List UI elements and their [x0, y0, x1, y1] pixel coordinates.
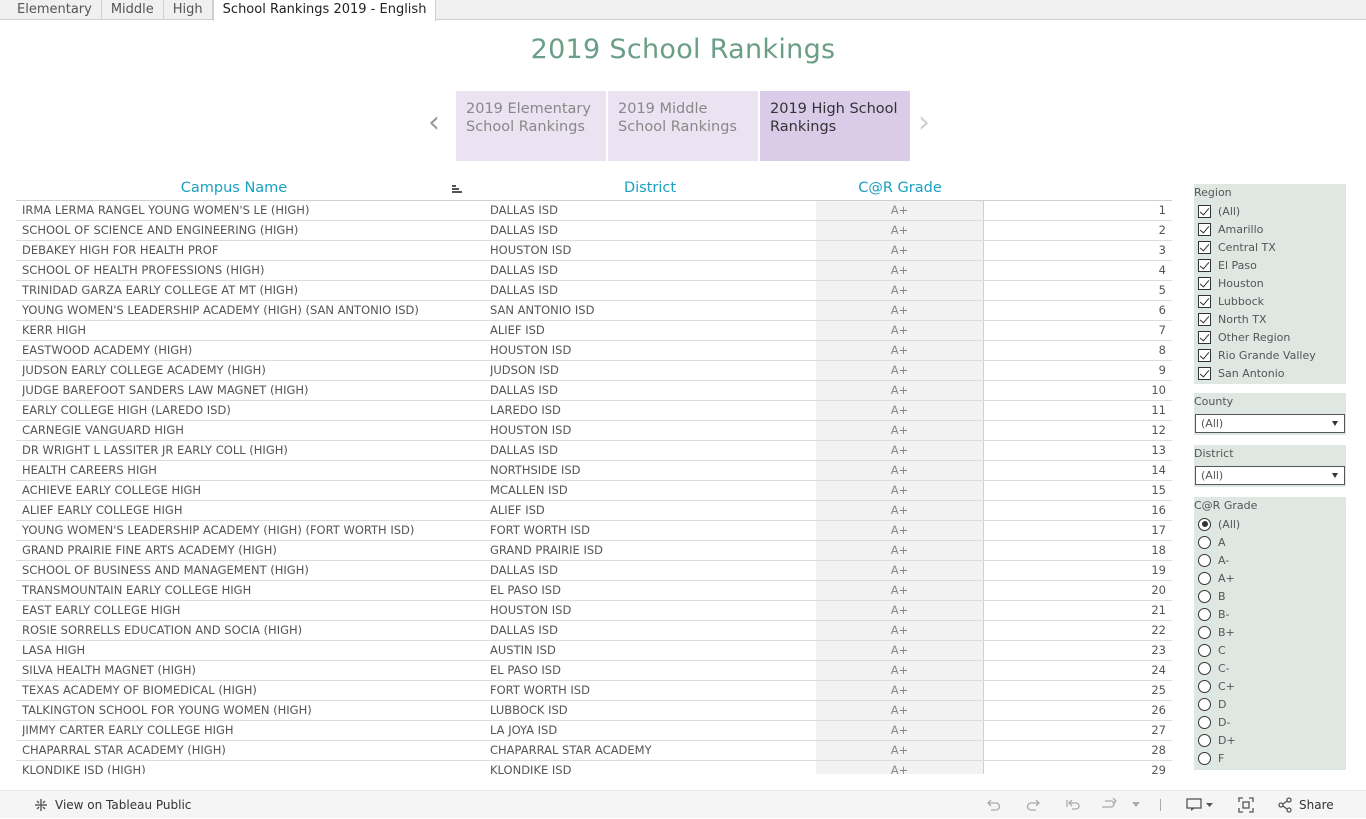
- campus-name-cell: TRANSMOUNTAIN EARLY COLLEGE HIGH: [22, 583, 252, 597]
- district-cell: DALLAS ISD: [490, 223, 558, 237]
- region-option[interactable]: [1194, 328, 1346, 346]
- table-row[interactable]: [16, 601, 1172, 621]
- grade-option-label: D-: [1218, 715, 1231, 729]
- district-cell: HOUSTON ISD: [490, 603, 572, 617]
- chevron-down-icon: [1132, 802, 1140, 808]
- undo-icon: [985, 798, 1001, 812]
- checkbox-checked-icon[interactable]: [1198, 205, 1211, 218]
- district-cell: HOUSTON ISD: [490, 343, 572, 357]
- district-dropdown[interactable]: [1195, 466, 1345, 485]
- carousel-card-high[interactable]: 2019 High School Rankings: [760, 91, 910, 161]
- radio-button-icon[interactable]: [1198, 644, 1211, 657]
- grade-option[interactable]: [1194, 587, 1346, 605]
- table-row[interactable]: [16, 321, 1172, 341]
- grade-cell: A+: [816, 401, 984, 420]
- sort-icon[interactable]: [452, 185, 462, 195]
- district-cell: DALLAS ISD: [490, 443, 558, 457]
- district-cell: GRAND PRAIRIE ISD: [490, 543, 603, 557]
- rank-cell: 25: [1151, 683, 1166, 697]
- grade-cell: A+: [816, 301, 984, 320]
- rank-cell: 2: [1158, 223, 1166, 237]
- region-option-label: Other Region: [1218, 330, 1291, 344]
- rank-cell: 29: [1151, 763, 1166, 774]
- tab-elementary[interactable]: Elementary: [8, 0, 102, 20]
- carousel-next-arrow-icon[interactable]: ›: [918, 105, 930, 140]
- campus-name-cell: DEBAKEY HIGH FOR HEALTH PROF: [22, 243, 219, 257]
- campus-name-cell: GRAND PRAIRIE FINE ARTS ACADEMY (HIGH): [22, 543, 277, 557]
- region-option[interactable]: [1194, 292, 1346, 310]
- redo-icon: [1026, 798, 1042, 812]
- share-label: Share: [1299, 798, 1334, 812]
- table-row[interactable]: [16, 221, 1172, 241]
- campus-name-cell: IRMA LERMA RANGEL YOUNG WOMEN'S LE (HIGH): [22, 203, 310, 217]
- comment-button[interactable]: [1186, 791, 1214, 819]
- table-row[interactable]: [16, 381, 1172, 401]
- rank-cell: 27: [1151, 723, 1166, 737]
- redo-button[interactable]: [1026, 791, 1042, 819]
- radio-button-icon[interactable]: [1198, 734, 1211, 747]
- district-cell: DALLAS ISD: [490, 563, 558, 577]
- county-filter-title: County: [1194, 395, 1234, 408]
- grade-cell: A+: [816, 641, 984, 660]
- table-row[interactable]: [16, 561, 1172, 581]
- campus-name-cell: ROSIE SORRELLS EDUCATION AND SOCIA (HIGH): [22, 623, 303, 637]
- rank-cell: 5: [1158, 283, 1166, 297]
- grade-cell: A+: [816, 501, 984, 520]
- grade-option-label: A+: [1218, 571, 1235, 585]
- campus-name-cell: CHAPARRAL STAR ACADEMY (HIGH): [22, 743, 226, 757]
- checkbox-checked-icon[interactable]: [1198, 349, 1211, 362]
- grade-cell: A+: [816, 681, 984, 700]
- share-button[interactable]: [1277, 791, 1334, 819]
- campus-name-cell: LASA HIGH: [22, 643, 86, 657]
- campus-name-cell: YOUNG WOMEN'S LEADERSHIP ACADEMY (HIGH) (FORT WORTH ISD): [22, 523, 415, 537]
- grade-option-label: C: [1218, 643, 1226, 657]
- campus-name-cell: YOUNG WOMEN'S LEADERSHIP ACADEMY (HIGH) (SAN ANTONIO ISD): [22, 303, 419, 317]
- view-on-tableau-link[interactable]: [34, 791, 191, 819]
- rank-cell: 24: [1151, 663, 1166, 677]
- district-cell: CHAPARRAL STAR ACADEMY: [490, 743, 652, 757]
- header-district[interactable]: District: [623, 180, 677, 196]
- grade-option-label: A: [1218, 535, 1226, 549]
- campus-name-cell: SCHOOL OF BUSINESS AND MANAGEMENT (HIGH): [22, 563, 309, 577]
- rank-cell: 20: [1151, 583, 1166, 597]
- grade-option[interactable]: [1194, 695, 1346, 713]
- table-row[interactable]: [16, 301, 1172, 321]
- district-cell: MCALLEN ISD: [490, 483, 568, 497]
- fullscreen-icon: [1238, 797, 1254, 813]
- pause-dropdown[interactable]: [1132, 791, 1140, 819]
- grade-cell: A+: [816, 741, 984, 760]
- share-icon: [1277, 797, 1293, 813]
- region-option[interactable]: [1194, 274, 1346, 292]
- radio-button-icon[interactable]: [1198, 518, 1211, 531]
- grade-option[interactable]: [1194, 569, 1346, 587]
- car-grade-filter-title: C@R Grade: [1194, 499, 1258, 512]
- grade-cell: A+: [816, 281, 984, 300]
- grade-option[interactable]: [1194, 731, 1346, 749]
- grade-cell: A+: [816, 421, 984, 440]
- fullscreen-button[interactable]: [1238, 791, 1254, 819]
- ranking-carousel: [456, 91, 910, 161]
- grade-option[interactable]: [1194, 605, 1346, 623]
- table-row[interactable]: [16, 281, 1172, 301]
- campus-name-cell: EARLY COLLEGE HIGH (LAREDO ISD): [22, 403, 231, 417]
- district-cell: DALLAS ISD: [490, 283, 558, 297]
- district-cell: LAREDO ISD: [490, 403, 561, 417]
- grade-option[interactable]: [1194, 515, 1346, 533]
- district-cell: ALIEF ISD: [490, 503, 545, 517]
- region-option[interactable]: [1194, 220, 1346, 238]
- district-cell: EL PASO ISD: [490, 663, 561, 677]
- chevron-down-icon: [1332, 473, 1338, 478]
- grade-cell: A+: [816, 561, 984, 580]
- grade-cell: A+: [816, 261, 984, 280]
- table-row[interactable]: [16, 361, 1172, 381]
- table-row[interactable]: [16, 761, 1172, 774]
- grade-cell: A+: [816, 461, 984, 480]
- grade-cell: A+: [816, 521, 984, 540]
- district-filter: [1194, 445, 1346, 487]
- rank-cell: 23: [1151, 643, 1166, 657]
- district-cell: JUDSON ISD: [490, 363, 559, 377]
- region-option-label: North TX: [1218, 312, 1267, 326]
- rank-cell: 21: [1151, 603, 1166, 617]
- campus-name-cell: DR WRIGHT L LASSITER JR EARLY COLL (HIGH): [22, 443, 288, 457]
- region-option[interactable]: [1194, 256, 1346, 274]
- rank-cell: 12: [1151, 423, 1166, 437]
- district-cell: LUBBOCK ISD: [490, 703, 568, 717]
- table-row[interactable]: [16, 401, 1172, 421]
- region-option-label: El Paso: [1218, 258, 1257, 272]
- tab-middle[interactable]: Middle: [102, 0, 164, 20]
- district-cell: SAN ANTONIO ISD: [490, 303, 595, 317]
- grade-cell: A+: [816, 761, 984, 774]
- rank-cell: 6: [1158, 303, 1166, 317]
- grade-option[interactable]: [1194, 659, 1346, 677]
- grade-option[interactable]: [1194, 641, 1346, 659]
- grade-option-label: C+: [1218, 679, 1235, 693]
- table-row[interactable]: [16, 741, 1172, 761]
- campus-name-cell: TALKINGTON SCHOOL FOR YOUNG WOMEN (HIGH): [22, 703, 312, 717]
- grade-cell: A+: [816, 721, 984, 740]
- rank-cell: 1: [1158, 203, 1166, 217]
- refresh-button[interactable]: [1101, 791, 1131, 819]
- campus-name-cell: SCHOOL OF HEALTH PROFESSIONS (HIGH): [22, 263, 265, 277]
- district-cell: ALIEF ISD: [490, 323, 545, 337]
- region-option-label: Amarillo: [1218, 222, 1264, 236]
- grade-cell: A+: [816, 621, 984, 640]
- carousel-card-elementary[interactable]: 2019 Elementary School Rankings: [456, 91, 606, 161]
- undo-button[interactable]: [985, 791, 1001, 819]
- region-option-label: Central TX: [1218, 240, 1276, 254]
- district-cell: FORT WORTH ISD: [490, 683, 590, 697]
- campus-name-cell: TRINIDAD GARZA EARLY COLLEGE AT MT (HIGH): [22, 283, 299, 297]
- campus-name-cell: SCHOOL OF SCIENCE AND ENGINEERING (HIGH): [22, 223, 299, 237]
- district-cell: LA JOYA ISD: [490, 723, 558, 737]
- table-row[interactable]: [16, 481, 1172, 501]
- view-on-tableau-label: View on Tableau Public: [55, 798, 192, 812]
- grade-cell: A+: [816, 661, 984, 680]
- campus-name-cell: TEXAS ACADEMY OF BIOMEDICAL (HIGH): [22, 683, 257, 697]
- radio-button-icon[interactable]: [1198, 680, 1211, 693]
- grade-option-label: B-: [1218, 607, 1230, 621]
- table-row[interactable]: [16, 461, 1172, 481]
- table-row[interactable]: [16, 701, 1172, 721]
- table-row[interactable]: [16, 621, 1172, 641]
- grade-option-label: B+: [1218, 625, 1235, 639]
- rank-cell: 18: [1151, 543, 1166, 557]
- campus-name-cell: CARNEGIE VANGUARD HIGH: [22, 423, 184, 437]
- table-row[interactable]: [16, 241, 1172, 261]
- region-option[interactable]: [1194, 364, 1346, 382]
- table-row[interactable]: [16, 341, 1172, 361]
- grade-option[interactable]: [1194, 677, 1346, 695]
- district-cell: HOUSTON ISD: [490, 243, 572, 257]
- radio-button-icon[interactable]: [1198, 716, 1211, 729]
- table-row[interactable]: [16, 661, 1172, 681]
- campus-name-cell: HEALTH CAREERS HIGH: [22, 463, 157, 477]
- campus-name-cell: JUDGE BAREFOOT SANDERS LAW MAGNET (HIGH): [22, 383, 309, 397]
- revert-button[interactable]: [1065, 791, 1081, 819]
- district-cell: DALLAS ISD: [490, 263, 558, 277]
- table-row[interactable]: [16, 201, 1172, 221]
- checkbox-checked-icon[interactable]: [1198, 259, 1211, 272]
- table-row[interactable]: [16, 721, 1172, 741]
- district-cell: AUSTIN ISD: [490, 643, 556, 657]
- region-option-label: (All): [1218, 204, 1241, 218]
- district-cell: DALLAS ISD: [490, 203, 558, 217]
- grade-option-label: A-: [1218, 553, 1230, 567]
- district-cell: DALLAS ISD: [490, 623, 558, 637]
- region-option-label: Rio Grande Valley: [1218, 348, 1316, 362]
- page-title: 2019 School Rankings: [530, 34, 836, 65]
- campus-name-cell: ALIEF EARLY COLLEGE HIGH: [22, 503, 183, 517]
- radio-button-icon[interactable]: [1198, 626, 1211, 639]
- sheet-tabs: [0, 0, 1366, 20]
- radio-button-icon[interactable]: [1198, 590, 1211, 603]
- grade-option-label: D: [1218, 697, 1227, 711]
- rank-cell: 26: [1151, 703, 1166, 717]
- revert-icon: [1065, 798, 1081, 812]
- checkbox-checked-icon[interactable]: [1198, 313, 1211, 326]
- checkbox-checked-icon[interactable]: [1198, 223, 1211, 236]
- campus-name-cell: JUDSON EARLY COLLEGE ACADEMY (HIGH): [22, 363, 266, 377]
- region-option[interactable]: [1194, 238, 1346, 256]
- rank-cell: 7: [1158, 323, 1166, 337]
- district-dropdown-value: (All): [1201, 469, 1224, 482]
- grade-option[interactable]: [1194, 749, 1346, 767]
- tab-school-rankings-2019-english[interactable]: School Rankings 2019 - English: [213, 0, 437, 21]
- radio-button-icon[interactable]: [1198, 698, 1211, 711]
- chevron-down-icon: [1332, 421, 1338, 426]
- table-row[interactable]: [16, 541, 1172, 561]
- rank-cell: 4: [1158, 263, 1166, 277]
- county-dropdown-value: (All): [1201, 417, 1224, 430]
- region-option[interactable]: [1194, 202, 1346, 220]
- rank-cell: 17: [1151, 523, 1166, 537]
- grade-cell: A+: [816, 601, 984, 620]
- district-cell: KLONDIKE ISD: [490, 763, 572, 774]
- grade-cell: A+: [816, 201, 984, 220]
- checkbox-checked-icon[interactable]: [1198, 331, 1211, 344]
- tableau-toolbar: [0, 790, 1366, 818]
- table-header: [16, 180, 1172, 200]
- grade-cell: A+: [816, 341, 984, 360]
- table-row[interactable]: [16, 641, 1172, 661]
- grade-cell: A+: [816, 221, 984, 240]
- county-filter: [1194, 393, 1346, 435]
- rank-cell: 13: [1151, 443, 1166, 457]
- table-row[interactable]: [16, 681, 1172, 701]
- rank-cell: 3: [1158, 243, 1166, 257]
- region-option-label: Lubbock: [1218, 294, 1265, 308]
- campus-name-cell: SILVA HEALTH MAGNET (HIGH): [22, 663, 197, 677]
- grade-cell: A+: [816, 381, 984, 400]
- grade-option[interactable]: [1194, 623, 1346, 641]
- table-row[interactable]: [16, 521, 1172, 541]
- checkbox-checked-icon[interactable]: [1198, 277, 1211, 290]
- grade-cell: A+: [816, 321, 984, 340]
- refresh-icon: [1101, 798, 1131, 812]
- region-option[interactable]: [1194, 346, 1346, 364]
- table-row[interactable]: [16, 501, 1172, 521]
- rank-cell: 9: [1158, 363, 1166, 377]
- comment-icon: [1186, 798, 1214, 812]
- region-filter: [1194, 184, 1346, 384]
- grade-cell: A+: [816, 481, 984, 500]
- region-option[interactable]: [1194, 310, 1346, 328]
- header-car-grade[interactable]: C@R Grade: [858, 180, 942, 196]
- district-cell: NORTHSIDE ISD: [490, 463, 581, 477]
- rank-cell: 15: [1151, 483, 1166, 497]
- rank-cell: 16: [1151, 503, 1166, 517]
- grade-cell: A+: [816, 441, 984, 460]
- campus-name-cell: EAST EARLY COLLEGE HIGH: [22, 603, 181, 617]
- radio-button-icon[interactable]: [1198, 662, 1211, 675]
- region-option-label: Houston: [1218, 276, 1264, 290]
- rankings-table: [16, 200, 1172, 774]
- grade-option-label: (All): [1218, 517, 1241, 531]
- grade-cell: A+: [816, 701, 984, 720]
- toolbar-divider: [1160, 799, 1161, 811]
- campus-name-cell: EASTWOOD ACADEMY (HIGH): [22, 343, 193, 357]
- grade-cell: A+: [816, 361, 984, 380]
- region-option-label: San Antonio: [1218, 366, 1285, 380]
- rank-cell: 8: [1158, 343, 1166, 357]
- district-cell: DALLAS ISD: [490, 383, 558, 397]
- campus-name-cell: JIMMY CARTER EARLY COLLEGE HIGH: [22, 723, 234, 737]
- grade-option[interactable]: [1194, 533, 1346, 551]
- rank-cell: 19: [1151, 563, 1166, 577]
- rank-cell: 22: [1151, 623, 1166, 637]
- campus-name-cell: KERR HIGH: [22, 323, 87, 337]
- checkbox-checked-icon[interactable]: [1198, 295, 1211, 308]
- region-filter-title: Region: [1194, 186, 1232, 199]
- grade-option-label: B: [1218, 589, 1226, 603]
- campus-name-cell: KLONDIKE ISD (HIGH): [22, 763, 146, 774]
- table-row[interactable]: [16, 581, 1172, 601]
- rank-cell: 28: [1151, 743, 1166, 757]
- grade-option-label: F: [1218, 751, 1225, 765]
- table-row[interactable]: [16, 441, 1172, 461]
- grade-option-label: C-: [1218, 661, 1230, 675]
- radio-button-icon[interactable]: [1198, 554, 1211, 567]
- grade-option-label: D+: [1218, 733, 1236, 747]
- campus-name-cell: ACHIEVE EARLY COLLEGE HIGH: [22, 483, 202, 497]
- tab-high[interactable]: High: [164, 0, 213, 20]
- carousel-prev-arrow-icon[interactable]: ‹: [428, 105, 440, 140]
- carousel-card-middle[interactable]: 2019 Middle School Rankings: [608, 91, 758, 161]
- grade-option[interactable]: [1194, 713, 1346, 731]
- grade-cell: A+: [816, 241, 984, 260]
- rank-cell: 10: [1151, 383, 1166, 397]
- table-row[interactable]: [16, 421, 1172, 441]
- district-cell: FORT WORTH ISD: [490, 523, 590, 537]
- district-filter-title: District: [1194, 447, 1234, 460]
- district-cell: HOUSTON ISD: [490, 423, 572, 437]
- tableau-logo-icon: [34, 798, 48, 812]
- county-dropdown[interactable]: [1195, 414, 1345, 433]
- district-cell: EL PASO ISD: [490, 583, 561, 597]
- grade-option[interactable]: [1194, 551, 1346, 569]
- radio-button-icon[interactable]: [1198, 752, 1211, 765]
- header-campus-name[interactable]: Campus Name: [180, 180, 288, 196]
- grade-cell: A+: [816, 541, 984, 560]
- radio-button-icon[interactable]: [1198, 608, 1211, 621]
- radio-button-icon[interactable]: [1198, 536, 1211, 549]
- radio-button-icon[interactable]: [1198, 572, 1211, 585]
- grade-cell: A+: [816, 581, 984, 600]
- checkbox-checked-icon[interactable]: [1198, 241, 1211, 254]
- car-grade-filter: [1194, 497, 1346, 770]
- table-row[interactable]: [16, 261, 1172, 281]
- rank-cell: 11: [1151, 403, 1166, 417]
- rank-cell: 14: [1151, 463, 1166, 477]
- checkbox-checked-icon[interactable]: [1198, 367, 1211, 380]
